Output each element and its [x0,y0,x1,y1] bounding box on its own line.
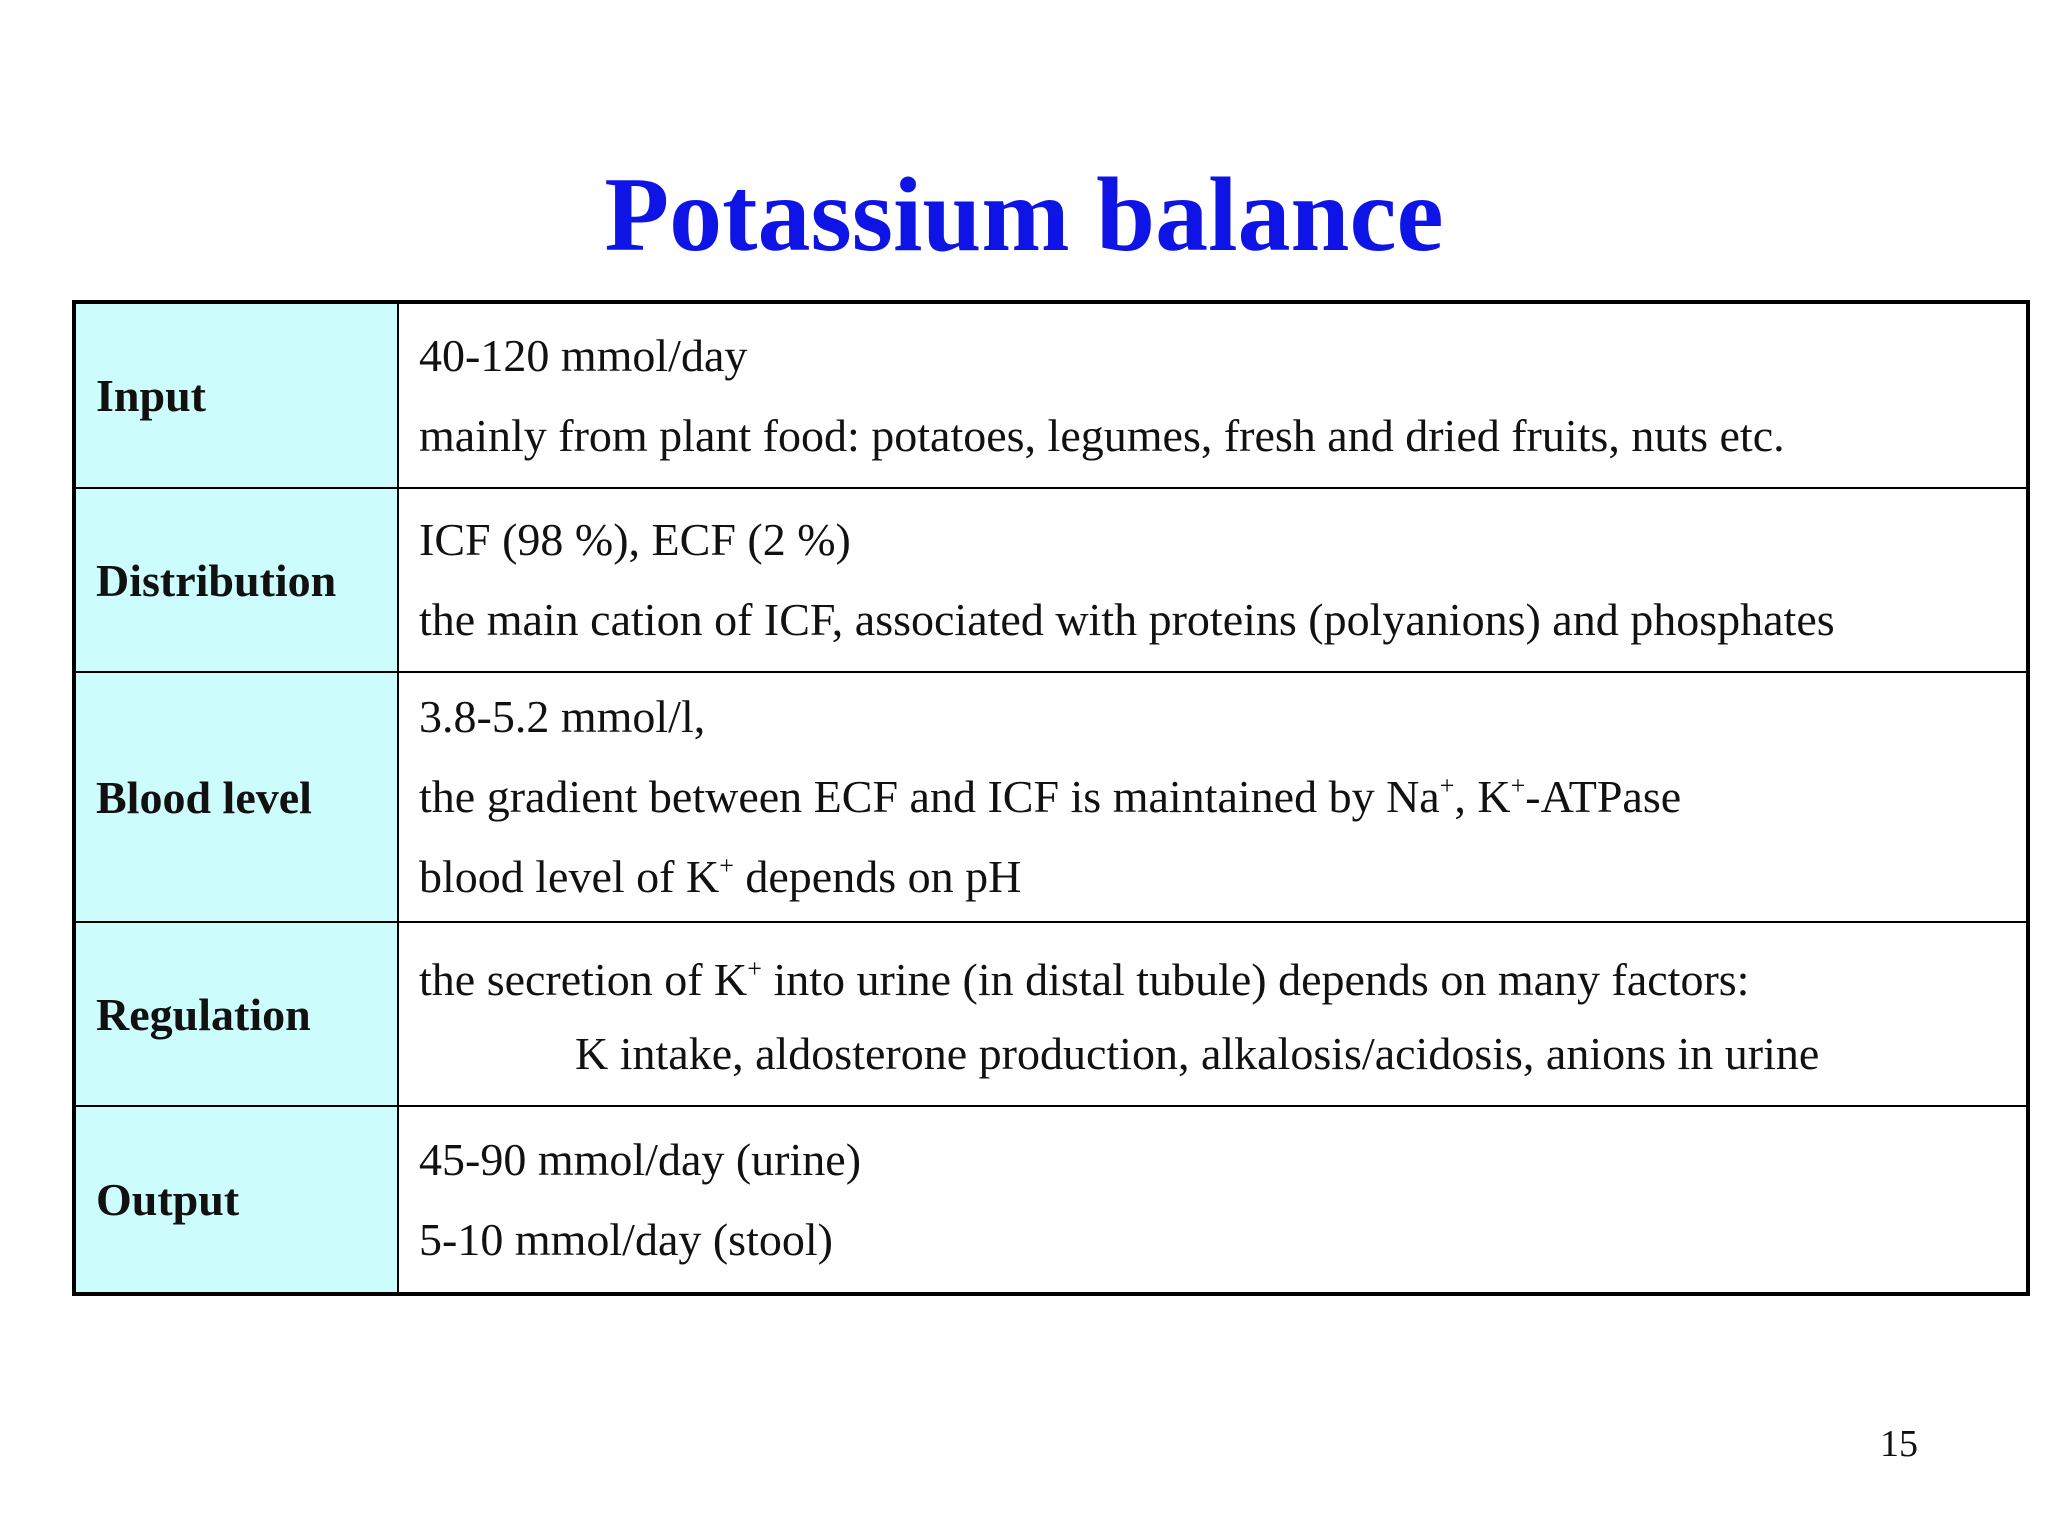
content-line-factors: K intake, aldosterone production, alkalosis/acidosis, anions in urine [575,1028,1820,1079]
text-fragment: into urine (in distal tubule) depends on many factors: [761,954,1750,1005]
row-content-blood-level [398,672,2026,922]
page-number: 15 [1880,1423,1918,1465]
text-fragment: blood level of K [419,851,720,902]
content-line: mainly from plant food: potatoes, legumes, fresh and dried fruits, nuts etc. [419,409,1785,461]
table-row-blood-level [76,672,2026,922]
row-content-distribution [398,488,2026,672]
row-label-distribution: Distribution [76,488,398,672]
content-line-secretion [419,940,2026,1020]
row-label-input: Input [76,304,398,488]
content-line: 45-90 mmol/day (urine) [419,1133,862,1185]
text-fragment: , K [1454,771,1511,822]
row-label-blood-level: Blood level [76,672,398,922]
content-line: ICF (98 %), ECF (2 %) [419,514,851,565]
potassium-balance-table [72,300,2030,1296]
content-line-ph [419,837,2026,917]
text-fragment: the secretion of K [419,954,748,1005]
content-line: 40-120 mmol/day [419,329,748,381]
superscript-plus: + [1510,771,1526,800]
table-row-distribution [76,488,2026,672]
table-row-regulation [76,922,2026,1106]
superscript-plus: + [719,851,734,880]
content-line-gradient [419,757,2026,837]
text-fragment: depends on pH [733,851,1022,902]
balance-table [76,304,2026,1292]
slide-title: Potassium balance [604,156,1444,273]
row-content-input [398,304,2026,488]
table-row-input [76,304,2026,488]
content-line: the main cation of ICF, associated with proteins (polyanions) and phosphates [419,594,1835,645]
row-label-output: Output [76,1106,398,1292]
superscript-plus: + [1439,771,1455,800]
row-label-regulation: Regulation [76,922,398,1106]
row-content-output [398,1106,2026,1292]
superscript-plus: + [747,954,762,983]
content-line: 3.8-5.2 mmol/l, [419,691,706,742]
text-fragment: -ATPase [1525,771,1682,822]
content-line: 5-10 mmol/day (stool) [419,1213,833,1265]
row-content-regulation [398,922,2026,1106]
text-fragment: the gradient between ECF and ICF is maintained by Na [419,771,1440,822]
table-row-output [76,1106,2026,1292]
